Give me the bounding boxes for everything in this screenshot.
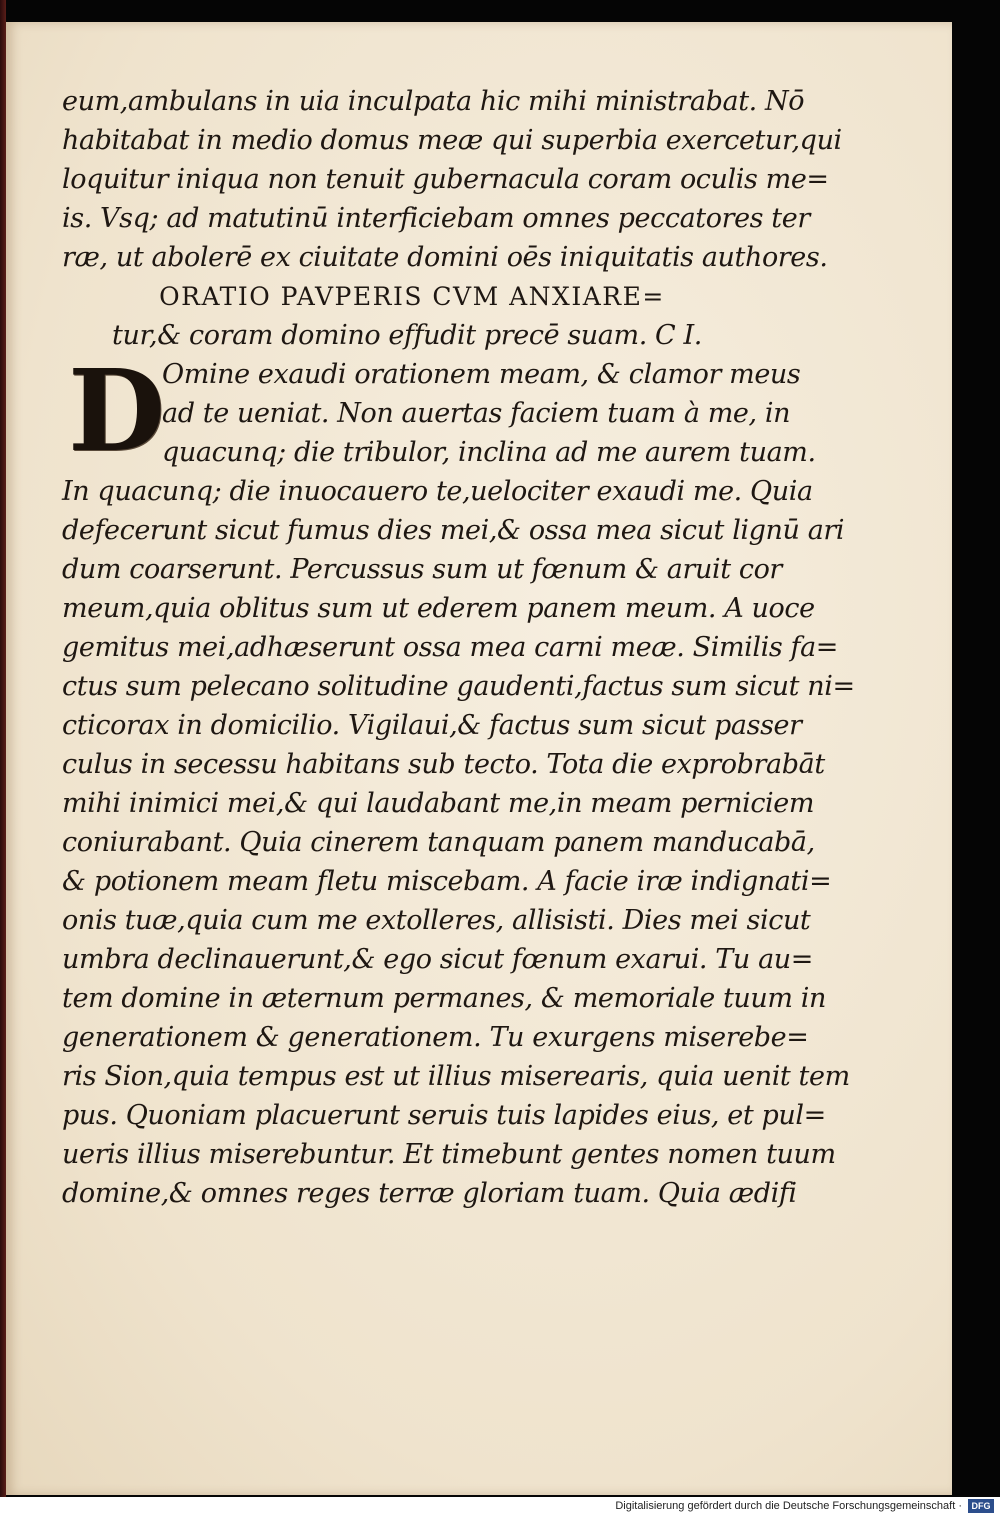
footer-bar — [0, 1497, 1000, 1518]
text-line: cticorax in domicilio. Vigilaui,& factus sum sicut passer — [62, 710, 802, 741]
book-page — [6, 22, 952, 1495]
text-line: ris Sion,quia tempus est ut illius miserearis, quia uenit tem — [62, 1061, 850, 1092]
initial-paragraph — [62, 346, 816, 477]
text-line: culus in secessu habitans sub tecto. Tota die exprobrabāt — [62, 749, 825, 780]
text-line: tem domine in æternum permanes, & memoriale tuum in — [62, 983, 827, 1014]
text-line: umbra declinauerunt,& ego sicut fœnum exarui. Tu au= — [62, 944, 813, 975]
text-line: ueris illius miserebuntur. Et timebunt gentes nomen tuum — [62, 1139, 836, 1170]
text-line: defecerunt sicut fumus dies mei,& ossa mea sicut lignū ari — [62, 515, 845, 546]
text-line: dum coarserunt. Percussus sum ut fœnum & aruit cor — [62, 554, 782, 585]
text-line: habitabat in medio domus meæ qui superbia exercetur,qui — [62, 125, 842, 156]
text-line: ræ, ut abolerē ex ciuitate domini oēs iniquitatis authores. — [62, 242, 828, 273]
text-line: onis tuæ,quia cum me extolleres, allisisti. Dies mei sicut — [62, 905, 811, 936]
drop-cap-initial: D — [68, 346, 165, 477]
text-line: gemitus mei,adhæserunt ossa mea carni meæ. Similis fa= — [62, 632, 839, 663]
funding-credit: Digitalisierung gefördert durch die Deutsche Forschungsgemeinschaft · — [615, 1500, 962, 1512]
text-line: eum,ambulans in uia inculpata hic mihi ministrabat. Nō — [62, 86, 805, 117]
text-line: pus. Quoniam placuerunt seruis tuis lapides eius, et pul= — [62, 1100, 826, 1131]
psalm-heading-cont: tur,& coram domino effudit precē suam. C I. — [112, 320, 702, 351]
text-line: generationem & generationem. Tu exurgens miserebe= — [62, 1022, 809, 1053]
text-line: domine,& omnes reges terræ gloriam tuam. Quia ædifi — [62, 1178, 797, 1209]
text-line: is. Vsq; ad matutinū interficiebam omnes peccatores ter — [62, 203, 810, 234]
text-line: ad te ueniat. Non auertas faciem tuam à me, in — [162, 398, 791, 429]
text-line: Omine exaudi orationem meam, & clamor meus — [162, 359, 801, 390]
text-line: coniurabant. Quia cinerem tanquam panem manducabā, — [62, 827, 815, 858]
text-line: ctus sum pelecano solitudine gaudenti,factus sum sicut ni= — [62, 671, 855, 702]
text-line: meum,quia oblitus sum ut ederem panem meum. A uoce — [62, 593, 815, 624]
text-line: & potionem meam fletu miscebam. A facie iræ indignati= — [62, 866, 832, 897]
dfg-logo[interactable]: DFG — [968, 1499, 994, 1513]
text-line: mihi inimici mei,& qui laudabant me,in meam perniciem — [62, 788, 815, 819]
text-line: quacunq; die tribulor, inclina ad me aurem tuam. — [162, 437, 816, 468]
text-line: loquitur iniqua non tenuit gubernacula coram oculis me= — [62, 164, 829, 195]
page-text — [62, 82, 855, 1213]
text-line: In quacunq; die inuocauero te,uelociter exaudi me. Quia — [62, 476, 813, 507]
psalm-heading: ORATIO PAVPERIS CVM ANXIARE= — [159, 282, 665, 311]
